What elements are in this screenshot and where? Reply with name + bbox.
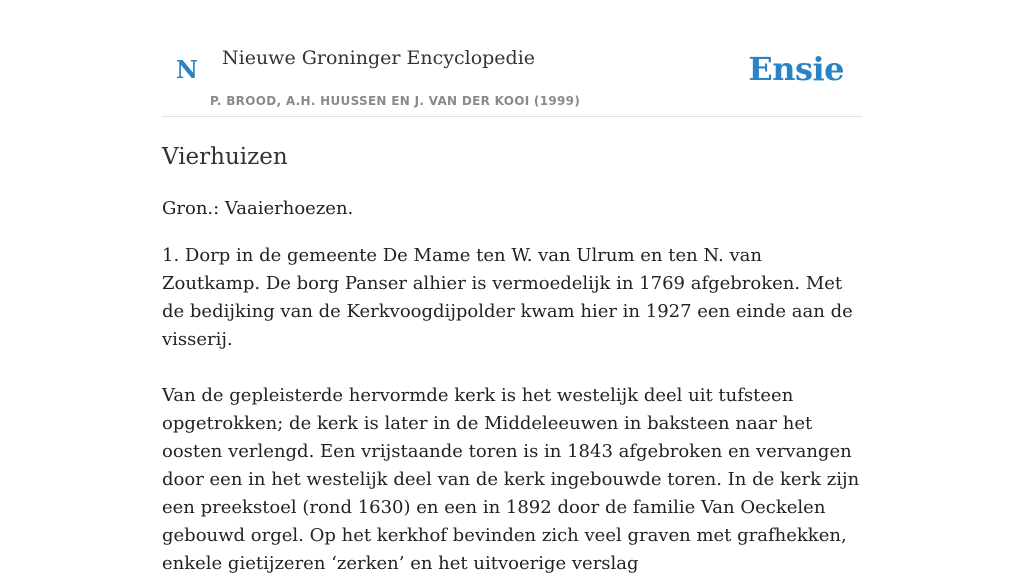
ensie-brand-logo[interactable]: Ensie	[748, 50, 844, 88]
book-logo-link[interactable]: N	[176, 55, 198, 84]
book-title-link[interactable]: Nieuwe Groninger Encyclopedie	[222, 47, 536, 69]
entry-article	[162, 141, 862, 578]
entry-title: Vierhuizen	[162, 144, 288, 170]
page-container	[162, 0, 862, 578]
entry-paragraph-dialect: Gron.: Vaaierhoezen.	[162, 198, 354, 219]
entry-paragraph-1: 1. Dorp in de gemeente De Mame ten W. van Ulrum en ten N. van Zoutkamp. De borg Panser alhier is vermoedelijk in 1769 afgebroken. Met de bedijking van de Kerkvoogdijpolder kwam hier in 1927 een einde aan de visserij.	[162, 245, 853, 350]
book-header	[162, 0, 862, 117]
entry-paragraph-2: Van de gepleisterde hervormde kerk is het westelijk deel uit tufsteen opgetrokken; de kerk is later in de Middeleeuwen in baksteen naar het oosten verlengd. Een vrijstaande toren is in 1843 afgebroken en vervangen door een in het westelijk deel van de kerk ingebouwde toren. In de kerk zijn een preekstoel (rond 1630) en een in 1892 door de familie Van Oeckelen gebouwd orgel. Op het kerkhof bevinden zich veel graven met grafhekken, enkele gietijzeren ‘zerken’ en het uitvoerige verslag	[162, 385, 860, 574]
book-authors: P. BROOD, A.H. HUUSSEN EN J. VAN DER KOOI (1999)	[210, 94, 581, 108]
